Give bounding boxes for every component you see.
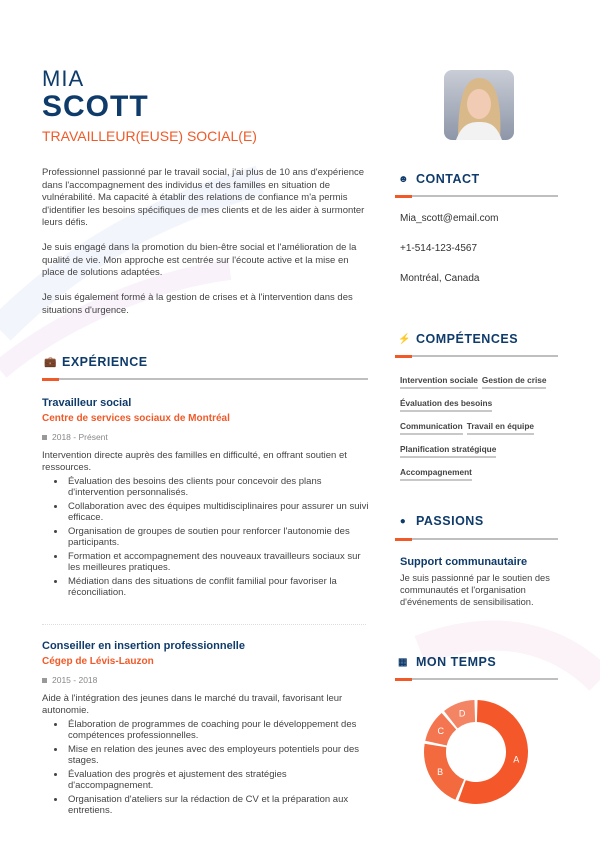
skill-tag: Planification stratégique <box>400 444 496 458</box>
divider <box>395 538 558 540</box>
skill-tag: Évaluation des besoins <box>400 398 492 412</box>
summary-paragraph: Je suis également formé à la gestion de crises et à l'intervention dans des situations d'urgence. <box>42 292 353 316</box>
bullet: • Formation et accompagnement des nouveaux travailleurs sociaux sur les meilleures pratiques. <box>66 551 372 573</box>
passion-description: Je suis passionné par le soutien des communautés et l'organisation d'événements de sensibilisation. <box>400 573 550 607</box>
lightbulb-icon: ● <box>399 515 407 527</box>
passions-heading <box>398 514 484 528</box>
contact-heading <box>398 172 480 186</box>
divider <box>395 678 558 680</box>
skill-tag: Travail en équipe <box>467 421 534 435</box>
divider <box>395 355 558 357</box>
bullet: • Évaluation des progrès et ajustement des stratégies d'accompagnement. <box>66 769 372 791</box>
dates-text: 2015 - 2018 <box>52 675 98 685</box>
heading-text: CONTACT <box>416 172 480 186</box>
bullet: • Collaboration avec des équipes multidisciplinaires pour assurer un suivi efficace. <box>66 501 372 523</box>
bullet: • Mise en relation des jeunes avec des employeurs potentiels pour des stages. <box>66 744 372 766</box>
skill-tag: Communication <box>400 421 463 435</box>
description: Intervention directe auprès des familles en difficulté, en offrant soutien et ressources. <box>42 449 347 473</box>
contact-email[interactable]: Mia_scott@email.com <box>400 213 499 224</box>
skill-tag: Intervention sociale <box>400 375 478 389</box>
bullet: • Organisation d'ateliers sur la rédaction de CV et la préparation aux entretiens. <box>66 794 372 816</box>
skills-heading <box>398 332 518 346</box>
experience-heading <box>44 355 148 369</box>
description: Aide à l'intégration des jeunes dans le marché du travail, favorisant leur autonomie. <box>42 692 343 716</box>
contact-phone[interactable]: +1-514-123-4567 <box>400 243 478 254</box>
role: Conseiller en insertion professionnelle <box>42 640 245 652</box>
skill-tag: Gestion de crise <box>482 375 547 389</box>
job-title: TRAVAILLEUR(EUSE) SOCIAL(E) <box>42 128 257 144</box>
calendar-icon <box>42 435 47 440</box>
bullet: • Organisation de groupes de soutien pour renforcer l'autonomie des participants. <box>66 526 372 548</box>
company: Cégep de Lévis-Lauzon <box>42 655 154 667</box>
divider <box>42 378 368 380</box>
skill-tag: Accompagnement <box>400 467 472 481</box>
donut-label: C <box>437 726 444 737</box>
heading-text: EXPÉRIENCE <box>62 355 148 369</box>
dates <box>42 431 372 444</box>
bullet: • Médiation dans des situations de conflit familial pour favoriser la réconciliation. <box>66 576 372 598</box>
bullet: • Élaboration de programmes de coaching pour le développement des compétences professionnelles. <box>66 719 372 741</box>
divider <box>42 624 366 625</box>
experience-item <box>42 640 372 819</box>
summary-paragraph: Professionnel passionné par le travail social, j'ai plus de 10 ans d'expérience dans l'accompagnement des individus et des familles en situation de vulnérabilité. Ma capacité à établir des relations de confiance m'a permis d'identifier les besoins spécifiques de mes clients et de les aider à surmonter leurs défis. <box>42 167 365 228</box>
dates-text: 2018 - Présent <box>52 432 108 442</box>
divider <box>395 195 558 197</box>
donut-label: A <box>513 754 520 765</box>
contact-location: Montréal, Canada <box>400 273 480 284</box>
dates <box>42 674 372 687</box>
experience-item <box>42 397 372 601</box>
briefcase-icon: 💼 <box>44 356 57 368</box>
donut-slice-B <box>424 744 464 800</box>
heading-text: MON TEMPS <box>416 655 497 669</box>
profile-summary <box>42 167 372 330</box>
last-name: SCOTT <box>42 90 149 123</box>
time-heading <box>398 655 496 669</box>
passion-title: Support communautaire <box>400 556 528 568</box>
calendar-icon <box>42 678 47 683</box>
summary-paragraph: Je suis engagé dans la promotion du bien-être social et l'amélioration de la qualité de vie. Mon approche est centrée sur l'écoute active et la mise en place de solutions adaptées. <box>42 242 357 278</box>
time-donut-chart <box>420 696 532 808</box>
user-icon: ☻ <box>398 173 410 185</box>
donut-label: B <box>437 766 444 777</box>
heading-text: COMPÉTENCES <box>416 332 519 346</box>
calendar-icon: ▦ <box>398 656 408 668</box>
role: Travailleur social <box>42 397 132 409</box>
company: Centre de services sociaux de Montréal <box>42 412 230 424</box>
heading-text: PASSIONS <box>416 514 484 528</box>
profile-photo <box>444 70 514 140</box>
skills-list <box>400 375 560 481</box>
bullet: • Évaluation des besoins des clients pour concevoir des plans d'intervention personnalisés. <box>66 476 372 498</box>
first-name: MIA <box>42 66 85 91</box>
donut-label: D <box>458 708 466 719</box>
bolt-icon: ⚡ <box>398 333 411 345</box>
